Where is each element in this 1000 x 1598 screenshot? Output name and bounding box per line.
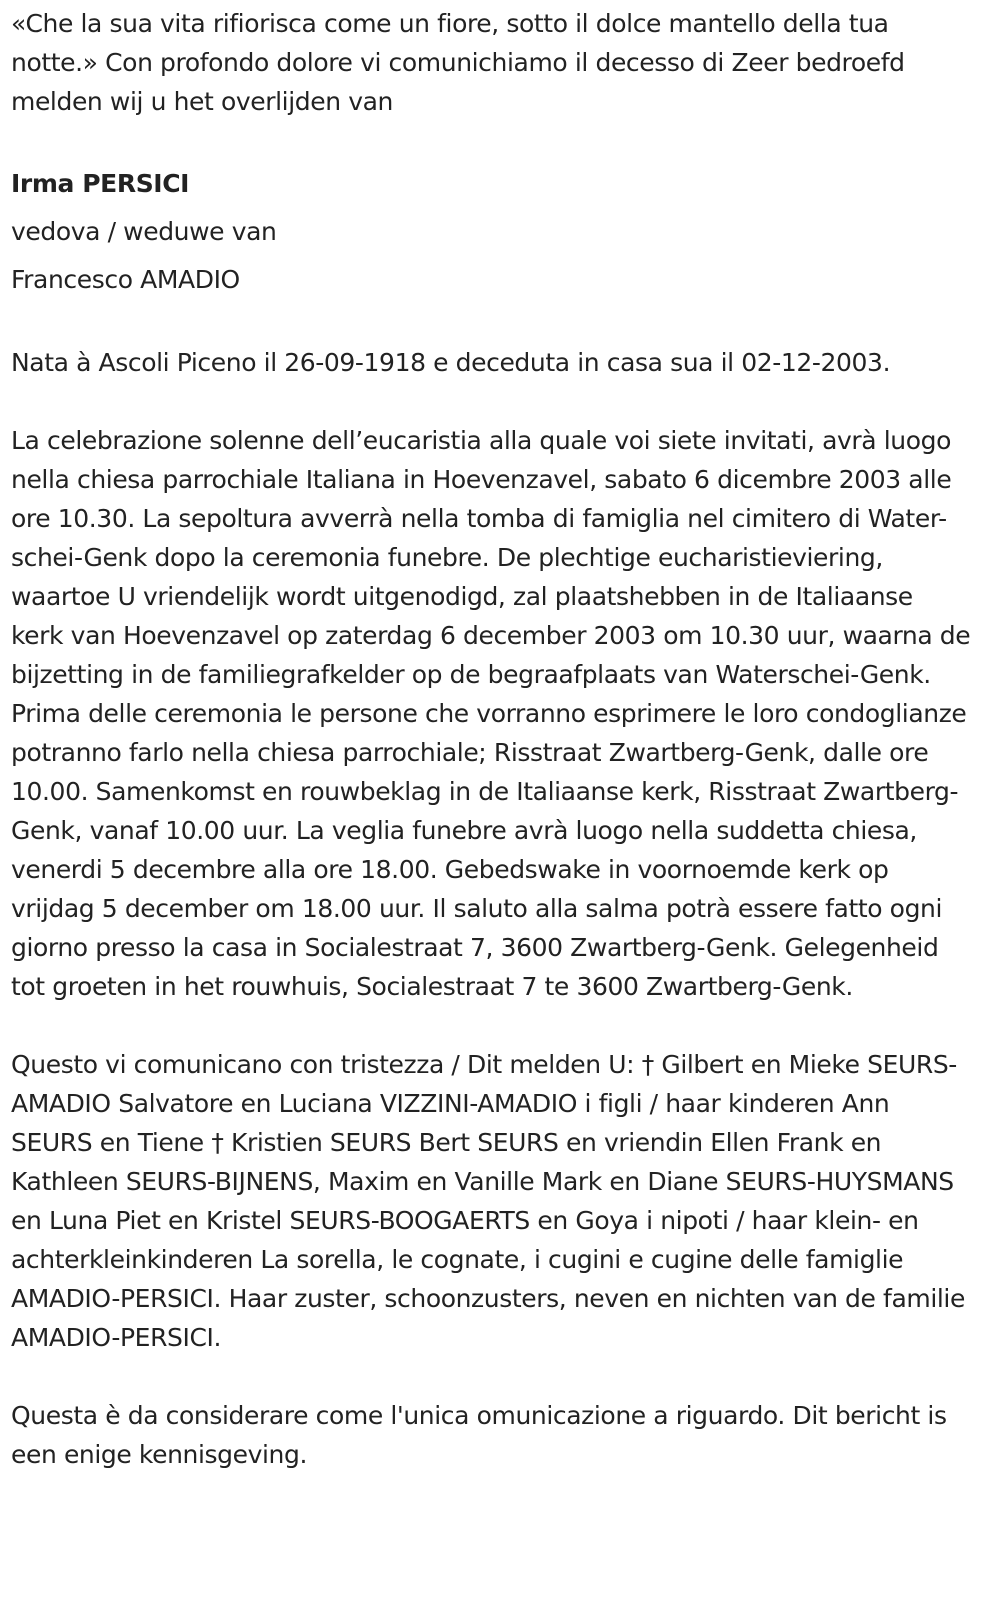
family-paragraph: Questo vi comunicano con tristezza / Dit melden U: † Gilbert en Mieke SEURS-AMADIO Salvatore en Luciana VIZZINI-AMADIO i figli / haar kinderen Ann SEURS en Tiene † Kristien SEURS Bert SEURS en vriendin Ellen Frank en Kathleen SEURS-BIJNENS, Maxim en Vanille Mark en Diane SEURS-HUYSMANS en Luna Piet en Kristel SEURS-BOOGAERTS en Goya i nipoti / haar klein- en achterkleinkinderen La sorella, le cognate, i cugini e cugine delle famiglie AMADIO-PERSICI. Haar zuster, schoonzusters, neven en nichten van de familie AMADIO-PERSICI. <box>11 1050 965 1352</box>
intro-paragraph: «Che la sua vita rifiorisca come un fiore, sotto il dolce mantello della tua notte.» Con profondo dolore vi comunichiamo il decesso di Zeer bedroefd melden wij u het overlijden van <box>11 9 905 116</box>
deceased-name: Irma PERSICI <box>11 169 190 198</box>
closing-paragraph: Questa è da considerare come l'unica omunicazione a riguardo. Dit bericht is een enige kennisgeving. <box>11 1401 947 1469</box>
birth-death-line: Nata à Ascoli Piceno il 26-09-1918 e deceduta in casa sua il 02-12-2003. <box>11 348 891 377</box>
spouse-name: Francesco AMADIO <box>11 265 240 294</box>
relation-line: vedova / weduwe van <box>11 217 277 246</box>
ceremony-paragraph: La celebrazione solenne dell’eucaristia alla quale voi siete invitati, avrà luogo nella chiesa parrochiale Italiana in Hoevenzavel, sabato 6 dicembre 2003 alle ore 10.30. La sepoltura avverrà nella tomba di famiglia nel cimitero di Water-schei-Genk dopo la ceremonia funebre. De plechtige eucharistieviering, waartoe U vriendelijk wordt uitgenodigd, zal plaatshebben in de Italiaanse kerk van Hoevenzavel op zaterdag 6 december 2003 om 10.30 uur, waarna de bijzetting in de familiegrafkelder op de begraafplaats van Waterschei-Genk. Prima delle ceremonia le persone che vorranno esprimere le loro condoglianze potranno farlo nella chiesa parrochiale; Risstraat Zwartberg-Genk, dalle ore 10.00. Samenkomst en rouwbeklag in de Italiaanse kerk, Risstraat Zwartberg-Genk, vanaf 10.00 uur. La veglia funebre avrà luogo nella suddetta chiesa, venerdi 5 decembre alla ore 18.00. Gebedswake in voornoemde kerk op vrijdag 5 december om 18.00 uur. Il saluto alla salma potrà essere fatto ogni giorno presso la casa in Socialestraat 7, 3600 Zwartberg-Genk. Gelegenheid tot groeten in het rouwhuis, Socialestraat 7 te 3600 Zwartberg-Genk. <box>11 426 971 1001</box>
